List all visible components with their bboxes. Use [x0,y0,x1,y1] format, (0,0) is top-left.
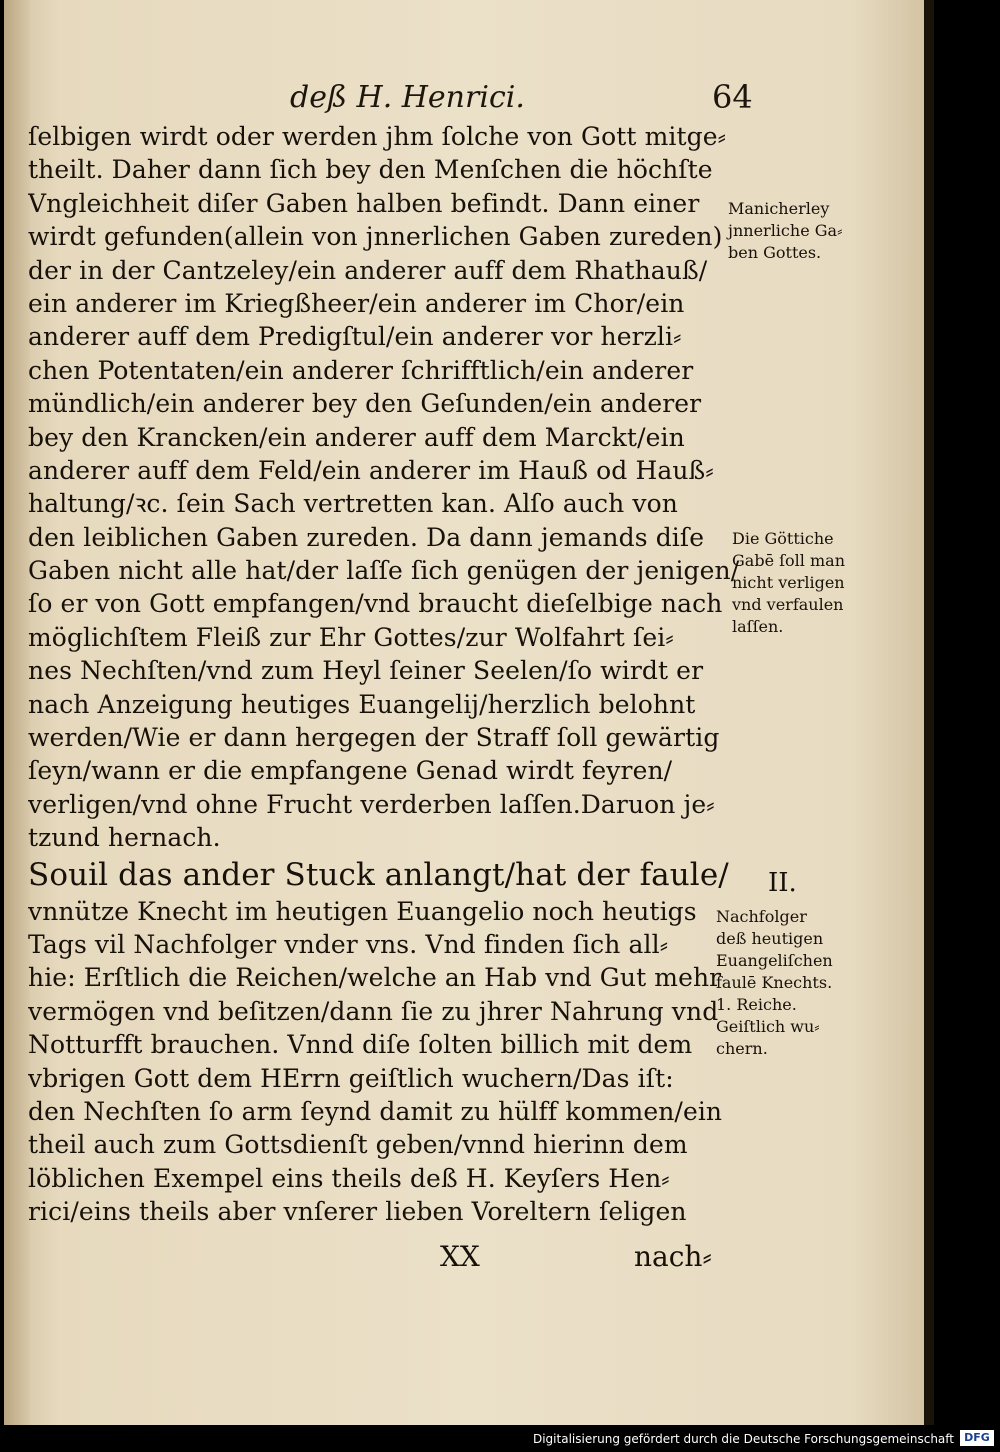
text-line: theilt. Daher dann ſich bey den Menſchen die höchſte [28,155,713,185]
text-line: den Nechſten ſo arm ſeynd damit zu hülff kommen/ein [28,1096,723,1126]
text-line: rici/eins theils aber vnſerer lieben Voreltern ſeligen [28,1197,687,1227]
margin-note-1 [728,198,878,264]
text-line: theil auch zum Gottsdienſt geben/vnnd hierinn dem [28,1130,688,1160]
margin-note-line: Geiſtlich wu⸗ [716,1017,820,1036]
text-line: ſeyn/wann er die empfangene Genad wirdt feyren/ [28,756,673,786]
page-edge [924,0,934,1425]
signature-mark: XX [440,1240,480,1273]
margin-note-line: Manicherley [728,199,830,218]
catchline [0,1240,900,1276]
catchword: nach⸗ [634,1240,712,1273]
margin-note-line: jnnerliche Ga⸗ [728,221,843,240]
margin-note-2 [732,528,882,638]
text-line: nach Anzeigung heutiges Euangelij/herzlich belohnt [28,689,696,719]
text-line: mündlich/ein anderer bey den Geſunden/ein anderer [28,389,702,419]
text-line: vermögen vnd beſitzen/dann ſie zu jhrer Nahrung vnd [28,996,719,1026]
dfg-logo: DFG [960,1430,994,1446]
text-line: Tags vil Nachfolger vnder vns. Vnd finden ſich all⸗ [28,929,669,959]
section-number: II. [768,868,797,898]
text-line: anderer auff dem Feld/ein anderer im Hauß od Hauß⸗ [28,455,714,485]
text-line: anderer auff dem Predigſtul/ein anderer vor herzli⸗ [28,322,682,352]
text-line: möglichſtem Fleiß zur Ehr Gottes/zur Wolfahrt ſei⸗ [28,622,674,652]
footer-bar [0,1426,1000,1452]
main-text-block [28,120,743,1229]
text-line: haltung/ꝛc. ſein Sach vertretten kan. Alſo auch von [28,489,678,519]
margin-note-line: Die Göttiche [732,529,834,548]
margin-note-line: faulē Knechts. [716,973,833,992]
text-line: hie: Erſtlich die Reichen/welche an Hab vnd Gut mehr [28,963,722,993]
page-spine-shadow [4,0,30,1425]
text-line: Vngleichheit diſer Gaben halben befindt. Dann einer [28,188,700,218]
margin-note-3 [716,906,866,1060]
folio-number: 64 [712,78,753,116]
margin-note-line: vnd verfaulen [732,595,844,614]
margin-note-line: Nachfolger [716,907,807,926]
text-line: löblichen Exempel eins theils deß H. Keyſers Hen⸗ [28,1163,670,1193]
text-line: Notturfft brauchen. Vnnd diſe ſolten billich mit dem [28,1030,693,1060]
margin-note-line: laſſen. [732,617,784,636]
text-line: vbrigen Gott dem HErrn geiſtlich wuchern/Das iſt: [28,1063,674,1093]
text-line: der in der Cantzeley/ein anderer auff dem Rhathauß/ [28,255,708,285]
text-line: tzund hernach. [28,823,221,853]
text-line: Gaben nicht alle hat/der laſſe ſich genügen der jenigen/ [28,556,740,586]
running-title: deß H. Henrici. [290,80,525,115]
text-line: ſo er von Gott empfangen/vnd braucht dieſelbige nach [28,589,723,619]
text-line: nes Nechſten/vnd zum Heyl ſeiner Seelen/ſo wirdt er [28,656,704,686]
margin-note-line: 1. Reiche. [716,995,797,1014]
margin-note-line: chern. [716,1039,768,1058]
text-line: vnnütze Knecht im heutigen Euangelio noch heutigs [28,896,697,926]
text-line: chen Potentaten/ein anderer ſchrifftlich/ein anderer [28,355,694,385]
text-line: werden/Wie er dann hergegen der Straff ſoll gewärtig [28,723,720,753]
margin-note-line: deß heutigen [716,929,824,948]
text-line: bey den Krancken/ein anderer auff dem Marckt/ein [28,422,685,452]
margin-note-line: Euangeliſchen [716,951,833,970]
margin-note-line: nicht verligen [732,573,845,592]
text-line: den leiblichen Gaben zureden. Da dann jemands diſe [28,522,705,552]
text-line: ein anderer im Kriegßheer/ein anderer im Chor/ein [28,288,685,318]
text-line-section-start: Souil das ander Stuck anlangt/hat der faule/ [28,856,729,893]
text-line: verligen/vnd ohne Frucht verderben laſſen.Daruon je⸗ [28,789,715,819]
margin-note-line: ben Gottes. [728,243,822,262]
funding-credit: Digitalisierung gefördert durch die Deutsche Forschungsgemeinschaft [532,1432,954,1446]
margin-note-line: Gabē ſoll man [732,551,846,570]
text-line: wirdt gefunden(allein von jnnerlichen Gaben zureden) [28,222,723,252]
text-line: ſelbigen wirdt oder werden jhm ſolche von Gott mitge⸗ [28,122,727,151]
